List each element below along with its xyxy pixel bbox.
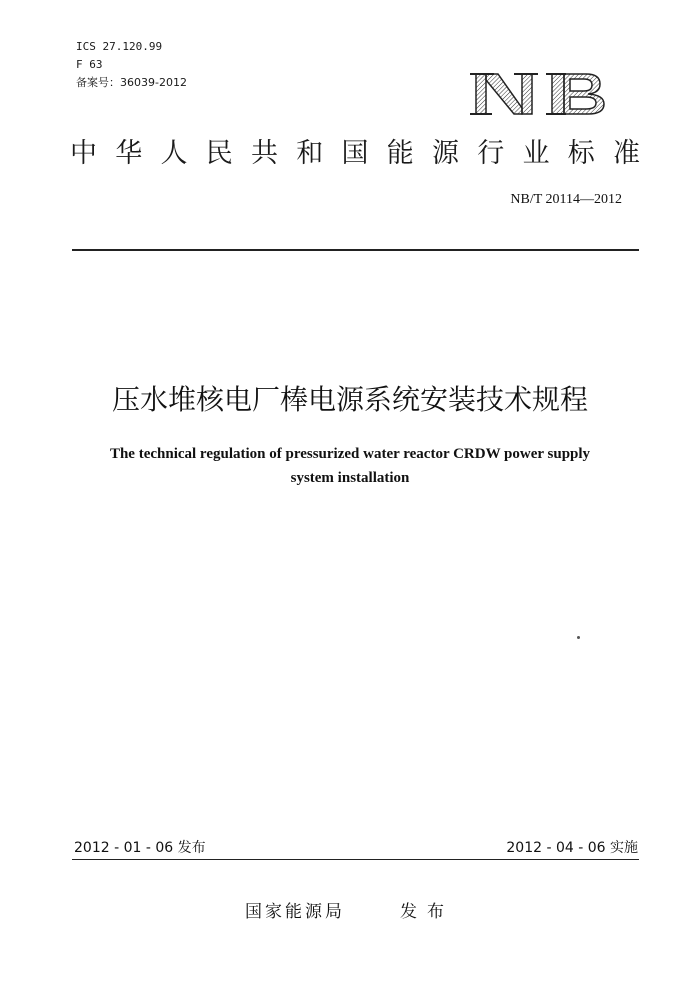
org-title-char: 民 [205,138,233,169]
org-title-char: 和 [296,138,324,169]
document-title-english [60,442,640,490]
publish-label: 发布 [400,902,454,922]
org-title-char: 行 [477,138,505,169]
org-title-char: 共 [251,138,278,169]
org-title-char: 准 [613,138,640,169]
bottom-divider [72,859,639,860]
english-title-line-1: The technical regulation of pressurized water reactor CRDW power supply [109,446,591,462]
implementation-date: 2012 - 04 - 06 实施 [506,840,638,856]
issuing-body-title [70,134,640,174]
english-title-line-2: system installation [290,470,410,486]
document-title-chinese: 压水堆核电厂棒电源系统安装技术规程 [111,383,588,416]
org-title-char: 中 [70,138,97,169]
ics-code: ICS 27.120.99 [76,40,163,53]
scan-speck [577,636,580,639]
nb-logo [470,68,610,120]
org-title-char: 业 [522,138,550,169]
record-number: 备案号：36039-2012 [76,76,187,89]
top-divider [72,249,639,251]
logo-letter-b [546,74,604,114]
org-title-char: 华 [115,138,143,169]
standard-number: NB/T 20114—2012 [510,192,622,207]
publisher-name: 国家能源局 [245,902,345,922]
logo-letter-n [470,74,538,114]
org-title-char: 能 [386,138,414,169]
org-title-char: 国 [341,138,369,169]
org-title-char: 标 [567,138,595,169]
classification-code: F 63 [76,58,103,71]
org-title-char: 人 [160,138,188,169]
document-metadata [76,38,187,92]
org-title-char: 源 [432,138,459,169]
issue-date: 2012 - 01 - 06 发布 [74,840,206,856]
